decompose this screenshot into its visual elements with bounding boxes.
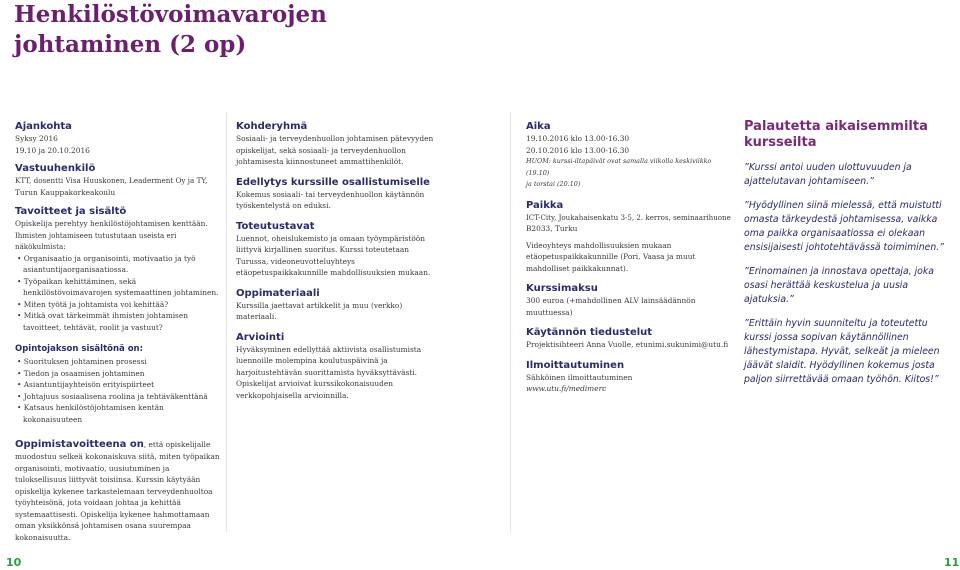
edellytys-heading: Edellytys kurssille osallistumiselle [236,176,430,188]
paikka-line: B2033, Turku [526,224,578,233]
feedback-quote: ”Kurssi antoi uuden ulottuvuuden ja ajattelutavan johtamiseen.” [744,162,912,187]
column-info [15,120,220,425]
toteutustavat-heading: Toteutustavat [236,220,315,232]
divider [510,112,511,532]
list-item: • Katsaus henkilöstöjohtamisen kentän kokonaisuuteen [15,402,220,425]
divider [226,112,227,532]
page-number-left: 10 [6,556,22,569]
oppimistavoite-block [15,438,220,543]
column-practical [526,120,732,395]
paikka-heading: Paikka [526,199,564,211]
list-item: • Suorituksen johtaminen prosessi [15,356,220,368]
aika-line: 19.10.2016 klo 13.00-16.30 [526,134,630,143]
list-item: • Organisaatio ja organisointi, motivaatio ja työ asiantuntijaorganisaatiossa. [15,253,220,276]
list-item: • Työpaikan kehittäminen, sekä henkilöstövoimavarojen systemaattinen johtaminen. [15,276,220,299]
yhteystiedot-text: Projektisihteeri Anna Vuolle, etunimi.sukunimi@utu.fi [526,340,729,349]
aika-heading: Aika [526,121,551,132]
oppimistavoite-heading: Oppimistavoitteena on [15,439,144,450]
vastuu-line: Turun Kauppakorkeakoulu [15,187,116,197]
tavoitteet-line: Ihmisten johtamiseen tutustutaan useista eri näkökulmista: [15,230,177,251]
ajankohta-line: 19.10 ja 20.10.2016 [15,145,90,155]
ajankohta-heading: Ajankohta [15,121,72,132]
kaytannon-tiedustelut-heading: Käytännön tiedustelut [526,327,653,338]
tavoitteet-list [15,253,220,334]
opinto-list [15,356,220,425]
column-details [236,120,442,401]
arviointi-heading: Arviointi [236,331,285,343]
registration-link[interactable]: www.utu.fi/medimerc [526,384,607,393]
toteutustavat-text: Luennot, oheislukemisto ja omaan työympäristöön liittyvä kirjallinen suoritus. Kurssi toteutetaan Turussa, videoneuvotteluyhteys etäopetuspaikkakunnille mahdollisuuksien mukaan. [236,233,431,277]
page-number-right: 11 [944,556,960,569]
aika-note: HUOM: kurssi-iltapäivät ovat samalla viikolla keskiviikko (19.10) [526,157,712,177]
list-item: • Asiantuntijayhteisön erityispiirteet [15,379,220,391]
oppimateriaali-text: Kurssilla jaettavat artikkelit ja muu (verkko) materiaali. [236,300,403,321]
list-item: • Mitkä ovat tärkeimmät ihmisten johtamisen tavoitteet, tehtävät, roolit ja vastuut? [15,310,220,333]
aika-line: 20.10.2016 klo 13.00-16.30 [526,145,630,155]
tavoitteet-line: Opiskelija perehtyy henkilöstöjohtamisen kenttään. [15,219,208,228]
column-feedback [744,119,949,387]
feedback-quote: ”Hyödyllinen siinä mielessä, että muistutti omasta tärkeydestä johtamisessa, vaikka oma paikka organisaatiossa ei olekaan ensisijaisesti johtotehtävässä toimiminen.” [744,200,945,253]
aika-note: ja torstai (20.10) [526,180,581,188]
vastuu-line: KTT, dosentti Visa Huuskonen, Leaderment Oy ja TY, [15,176,208,185]
ajankohta-line: Syksy 2016 [15,134,58,143]
kohderyhma-text: Sosiaali- ja terveydenhuollon johtamisen pätevyyden opiskelijat, sekä sosiaali- ja terveydenhuollon johtamisesta kiinnostuneet ammattihenkilöt. [236,134,434,166]
list-item: • Johtajuus sosiaalisena roolina ja tehtäväkenttänä [15,391,220,403]
list-item: • Tiedon ja osaamisen johtaminen [15,368,220,380]
opinto-heading: Opintojakson sisältönä on: [15,344,144,354]
feedback-quote: ”Erinomainen ja innostava opettaja, joka osasi herättää keskustelua ja uusia ajatuksia.” [744,266,934,305]
list-item: • Miten työtä ja johtamista voi kehittää? [15,299,220,311]
vastuu-heading: Vastuuhenkilö [15,163,96,174]
edellytys-text: Kokemus sosiaali- tai terveydenhuollon käytännön työskentelystä on eduksi. [236,189,425,210]
paikka-line: Videoyhteys mahdollisuuksien mukaan etäopetuspaikkakunnille (Pori, Vaasa ja muut mahdolliset paikkakunnat). [526,240,696,273]
paikka-line: ICT-City, Joukahaisenkatu 3-5, 2. kerros, seminaarihuone [526,212,731,222]
oppimistavoite-text: , että opiskelijalle muodostuu selkeä kokonaiskuva siitä, miten työpaikan organisointi, motivaatio, uusiutuminen ja tuloksellisuus liittyvät toisiinsa. Kurssin käytyään opiskelija kykenee tarkastelemaan terveydenhuoltoa työyhteisönä, jota voidaan johtaa ja kehittää systemaattisesti. Opiskelija kykenee hahmottamaan oman yksikkönsä johtamisen osana suurempaa kokonaisuutta. [15,440,220,542]
oppimateriaali-heading: Oppimateriaali [236,287,320,299]
feedback-quote: ”Erittäin hyvin suunniteltu ja toteutettu kurssi jossa sopivan käytännöllinen lähestymistapa. Hyvät, selkeät ja mieleen jäävät slaidit. Hyödyllinen kokemus josta paljon siirrettävää omaan työhön. Kiitos!” [744,318,940,385]
oppimistavoite-paragraph [15,438,220,543]
kohderyhma-heading: Kohderyhmä [236,121,308,132]
kurssimaksu-heading: Kurssimaksu [526,283,598,294]
ilmoittautuminen-line: Sähköinen ilmoittautuminen [526,372,633,382]
page-title: Henkilöstövoimavarojen johtaminen (2 op) [14,1,327,58]
kurssimaksu-text: 300 euroa (+mahdollinen ALV lainsäädännön muuttuessa) [526,296,696,317]
tavoitteet-heading: Tavoitteet ja sisältö [15,206,127,217]
arviointi-text: Hyväksyminen edellyttää aktiivista osallistumista luennoille molempina koulutuspäivinä ja harjoitustehtävän suorittamista hyväksyttävästi. Opiskelijat arvioivat kurssikokonaisuuden verkkopohjaisella arvioinnilla. [236,344,422,400]
ilmoittautuminen-heading: Ilmoittautuminen [526,359,625,371]
feedback-title: Palautetta aikaisemmilta kursseilta [744,119,928,150]
